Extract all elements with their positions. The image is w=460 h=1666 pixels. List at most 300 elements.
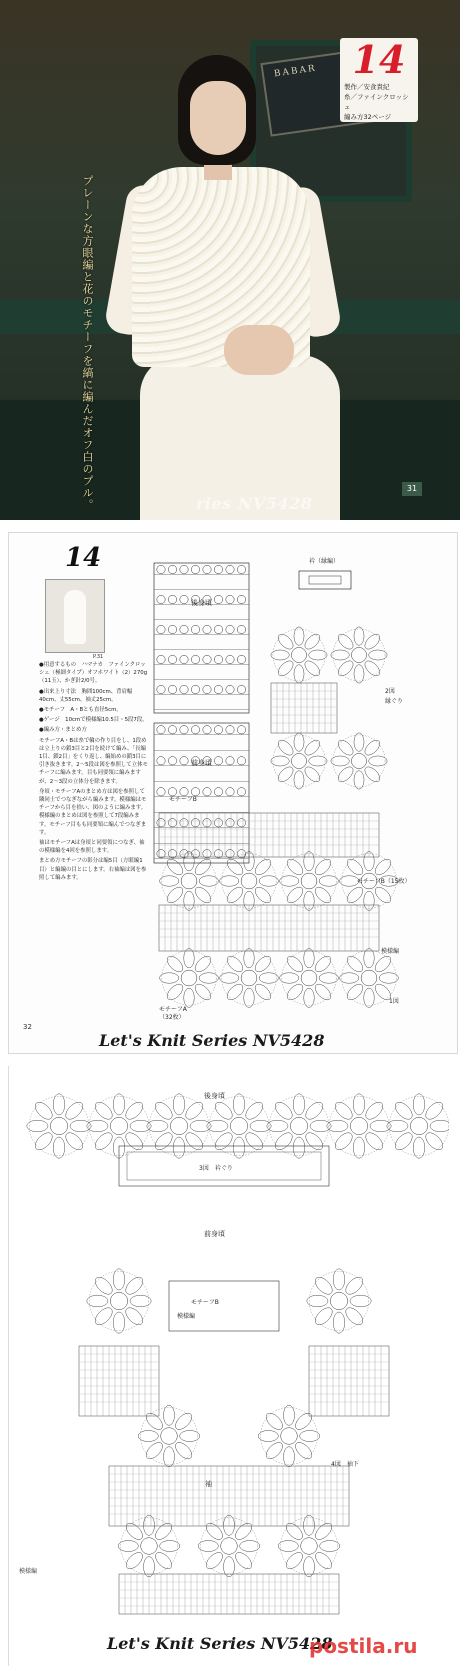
motif-circle <box>168 819 176 827</box>
motif-circle <box>157 757 165 765</box>
motif-petal <box>143 1410 165 1432</box>
side-label: 模様編 <box>19 1568 38 1575</box>
motif-circle <box>237 655 245 663</box>
motif-petal <box>327 1120 348 1132</box>
front-label: 前身頃 <box>191 759 212 767</box>
motif-petal <box>173 1410 195 1432</box>
motif-circle <box>180 819 188 827</box>
motif-circle <box>203 655 211 663</box>
motif-petal <box>309 650 327 660</box>
motif-petal <box>344 981 365 1002</box>
motif-center <box>110 1292 127 1309</box>
motif-petal <box>307 1295 328 1307</box>
badge-line: 糸／ファインクロッシェ <box>344 93 409 111</box>
motif-petal <box>138 1430 158 1441</box>
motif-circle <box>168 595 176 603</box>
motif-circle <box>237 757 245 765</box>
motif-petal <box>304 949 315 968</box>
motif-petal <box>362 764 382 784</box>
motif-petal <box>303 1130 326 1153</box>
instruction-line: 袖はモチーフAは身頃と同要領につなぎ、袖の模様編を4回を参照します。 <box>39 840 145 855</box>
motif-circle <box>214 685 222 693</box>
motif-petal <box>143 1440 165 1462</box>
motif-center <box>141 1538 158 1555</box>
motif-circle <box>180 625 188 633</box>
motif-petal <box>276 738 296 758</box>
motif-petal <box>153 1520 175 1542</box>
motif-petal <box>283 1447 294 1467</box>
motif-petal <box>272 1099 295 1122</box>
motif-ring <box>282 854 337 909</box>
motif-petal <box>173 1094 185 1115</box>
motif-ring <box>269 1096 329 1156</box>
back-label: 後身頃 <box>191 599 212 607</box>
motif-petal <box>192 884 213 905</box>
back-body-diagram <box>154 563 249 713</box>
motif-petal <box>92 1274 115 1297</box>
motif-ring <box>329 1096 389 1156</box>
motif-petal <box>252 856 273 877</box>
motif-center <box>291 647 306 662</box>
motif-petal <box>284 856 305 877</box>
motif-petal <box>379 973 398 984</box>
motif-petal <box>302 764 322 784</box>
motif-circle <box>214 595 222 603</box>
motif-circle <box>226 565 234 573</box>
motif-petal <box>280 876 299 887</box>
motif-circle <box>226 850 234 858</box>
motif-center <box>221 1538 238 1555</box>
motif-petal <box>267 1120 288 1132</box>
motif-circle <box>226 788 234 796</box>
series-watermark: Let's Knit Series NV5428 <box>107 1634 333 1653</box>
motif-ring <box>273 629 325 681</box>
motif-petal <box>284 953 305 974</box>
motif-circle <box>214 757 222 765</box>
motif-petal <box>423 1130 446 1153</box>
motif-petal <box>340 973 359 984</box>
motif-ring <box>89 1271 149 1331</box>
badge-line: 編み方32ページ <box>344 113 392 121</box>
motif-petal <box>344 953 365 974</box>
motif-petal <box>294 665 304 683</box>
motif-petal <box>293 1137 305 1158</box>
motif-circle <box>237 819 245 827</box>
motif-petal <box>336 764 356 784</box>
motif-circle <box>157 655 165 663</box>
motif-circle <box>157 819 165 827</box>
motif-petal <box>184 949 195 968</box>
motif-petal <box>312 953 333 974</box>
motif-petal <box>190 1120 211 1132</box>
motif-petal <box>331 650 349 660</box>
motif-petal <box>164 884 185 905</box>
motif-circle <box>237 565 245 573</box>
motif-petal <box>163 1447 174 1467</box>
motif-petal <box>364 949 375 968</box>
motif-circle <box>180 726 188 734</box>
shop-sign-text: BABAR <box>273 63 318 80</box>
page-number: 32 <box>23 1023 32 1031</box>
sleeve-cap-diagram <box>169 1281 279 1331</box>
motif-circle <box>191 726 199 734</box>
motif-petal <box>369 650 387 660</box>
motif-petal <box>294 627 304 645</box>
motif-circle <box>237 625 245 633</box>
motif-center <box>410 1117 427 1134</box>
pattern-stitch-label: 模様編 <box>177 1313 196 1320</box>
motif-center <box>291 753 306 768</box>
motif-petal <box>123 1274 146 1297</box>
motif-circle <box>180 685 188 693</box>
motif-petal <box>153 1550 175 1572</box>
motif-center <box>361 970 377 986</box>
motif-center <box>290 1117 307 1134</box>
motif-b-count: モチーフB（15枚） <box>357 878 411 885</box>
motif-petal <box>123 1520 145 1542</box>
motif-petal <box>387 1120 408 1132</box>
pattern-page-2 <box>0 1058 460 1666</box>
motif-grid-fig2 <box>271 627 387 789</box>
motif-circle <box>191 788 199 796</box>
motif-petal <box>303 1099 326 1122</box>
motif-circle <box>226 726 234 734</box>
motif-circle <box>191 819 199 827</box>
motif-petal <box>192 856 213 877</box>
motif-petal <box>113 1312 125 1333</box>
motif-ring <box>333 735 385 787</box>
motif-center <box>351 647 366 662</box>
motif-petal <box>354 733 364 751</box>
motif-petal <box>183 1130 206 1153</box>
motif-center <box>230 1117 247 1134</box>
motif-ring <box>209 1096 269 1156</box>
motif-circle <box>237 726 245 734</box>
motif-petal <box>164 856 185 877</box>
motif-circle <box>191 565 199 573</box>
motif-petal <box>180 1430 200 1441</box>
motif-petal <box>207 1120 228 1132</box>
badge-number: 14 <box>352 37 406 82</box>
sleeve-lattice <box>79 1269 389 1614</box>
motif-petal <box>259 973 278 984</box>
motif-petal <box>87 1120 108 1132</box>
motif-center <box>170 1117 187 1134</box>
motif-petal <box>130 1295 151 1307</box>
fig3-label: 3図 衿ぐり <box>199 1165 233 1172</box>
motif-b-label: モチーフB <box>191 1299 219 1306</box>
motif-petal <box>123 1099 146 1122</box>
motif-petal <box>199 973 218 984</box>
motif-petal <box>332 1099 355 1122</box>
motif-circle <box>157 726 165 734</box>
photo-page <box>0 0 460 520</box>
motif-circle <box>237 595 245 603</box>
motif-petal <box>259 876 278 887</box>
motif-ring <box>282 951 337 1006</box>
instruction-line: ●出来上り寸法 胸囲100cm、背肩幅40cm、丈55cm、袖丈25cm。 <box>39 688 133 703</box>
motif-petal <box>113 1094 125 1115</box>
motif-circle <box>168 685 176 693</box>
motif-circle <box>180 595 188 603</box>
mesh-block <box>119 1574 339 1614</box>
motif-petal <box>276 632 296 652</box>
motif-petal <box>263 1410 285 1432</box>
motif-petal <box>123 1130 146 1153</box>
motif-petal <box>63 1130 86 1153</box>
motif-petal <box>283 1520 305 1542</box>
motif-petal <box>313 1550 335 1572</box>
motif-petal <box>240 1540 260 1551</box>
motif-petal <box>353 1094 365 1115</box>
motif-petal <box>320 1540 340 1551</box>
motif-petal <box>276 658 296 678</box>
motif-petal <box>32 1099 55 1122</box>
motif-circle <box>168 850 176 858</box>
motif-petal <box>413 1094 425 1115</box>
motif-petal <box>293 1094 305 1115</box>
motif-circle <box>168 655 176 663</box>
motif-petal <box>276 764 296 784</box>
motif-center <box>50 1117 67 1134</box>
motif-petal <box>272 1130 295 1153</box>
motif-center <box>330 1292 347 1309</box>
page-number: 31 <box>402 482 422 496</box>
badge-line: 製作／安食貴紀 <box>344 83 390 91</box>
motif-circle <box>168 788 176 796</box>
fig2-note: 縁ぐり <box>385 698 404 705</box>
motif-circle <box>214 726 222 734</box>
motif-circle <box>180 565 188 573</box>
motif-circle <box>226 595 234 603</box>
yoke-diagram <box>299 557 351 589</box>
motif-petal <box>233 1550 255 1572</box>
motif-petal <box>160 876 179 887</box>
motif-b-label: モチーフB <box>169 796 197 803</box>
motif-petal <box>243 1099 266 1122</box>
motif-petal <box>369 756 387 766</box>
motif-petal <box>203 1520 225 1542</box>
motif-petal <box>113 1269 125 1290</box>
motif-petal <box>336 658 356 678</box>
motif-circle <box>214 819 222 827</box>
motif-ring <box>149 1096 209 1156</box>
motif-petal <box>192 981 213 1002</box>
motif-center <box>161 1428 178 1445</box>
motif-ring <box>333 629 385 681</box>
motif-petal <box>263 1440 285 1462</box>
motif-circle <box>180 757 188 765</box>
site-watermark: postila.ru <box>309 1634 418 1658</box>
motif-petal <box>220 973 239 984</box>
motif-petal <box>313 1520 335 1542</box>
instruction-line: ●ゲージ 10cmで模様編10.5目・5段7段。 <box>39 717 148 724</box>
motif-circle <box>203 565 211 573</box>
motif-petal <box>244 949 255 968</box>
motif-petal <box>344 856 365 877</box>
motif-ring <box>309 1271 369 1331</box>
motif-circle <box>214 565 222 573</box>
motif-circle <box>180 655 188 663</box>
motif-petal <box>233 1520 255 1542</box>
badge-info <box>344 82 414 122</box>
motif-petal <box>333 1312 345 1333</box>
motif-petal <box>354 627 364 645</box>
motif-center <box>241 873 257 889</box>
yoke-label: 衿（縁編） <box>309 558 340 565</box>
pattern-number: 14 <box>65 543 102 573</box>
motif-petal <box>423 1099 446 1122</box>
motif-petal <box>163 1405 174 1425</box>
motif-petal <box>280 973 299 984</box>
motif-circle <box>226 655 234 663</box>
motif-petal <box>302 738 322 758</box>
motif-petal <box>192 953 213 974</box>
motif-petal <box>244 988 255 1007</box>
motif-petal <box>160 1540 180 1551</box>
motif-petal <box>350 1295 371 1307</box>
motif-petal <box>63 1099 86 1122</box>
motif-petal <box>212 1099 235 1122</box>
motif-petal <box>252 884 273 905</box>
motif-petal <box>53 1137 65 1158</box>
instruction-line: まとめ方モチーフの影分は編5目（方眼編1目）と編編の目とにします。右袖編は図を参照して編みます。 <box>39 858 147 881</box>
motif-circle <box>226 685 234 693</box>
motif-petal <box>312 856 333 877</box>
motif-circle <box>226 819 234 827</box>
motif-petal <box>310 1120 331 1132</box>
motif-petal <box>370 1120 391 1132</box>
motif-circle <box>226 625 234 633</box>
motif-petal <box>283 1550 305 1572</box>
motif-petal <box>87 1295 108 1307</box>
motif-circle <box>191 685 199 693</box>
back-body-label: 後身頃 <box>204 1092 225 1100</box>
motif-petal <box>183 1099 206 1122</box>
instruction-line: モチーフA・Bは糸で輪の作り目をし、1段めは立上りの鎖3目と2目を続けて編み、「長編1目、鎖2目」をくり返し、編始めの鎖3目に引き抜きます。2〜5段は図を参照して立体モチーフに編みます。目も同要領に編みますが、2〜3段の立体分を除きます。 <box>39 737 148 785</box>
motif-petal <box>319 876 338 887</box>
motif-petal <box>152 1099 175 1122</box>
motif-petal <box>123 1305 146 1328</box>
motif-petal <box>362 658 382 678</box>
assembly-diagram <box>9 1066 449 1666</box>
motif-circle <box>226 757 234 765</box>
motif-petal <box>27 1120 48 1132</box>
motif-petal <box>372 856 393 877</box>
motif-petal <box>250 1120 271 1132</box>
motif-petal <box>363 1099 386 1122</box>
motif-petal <box>362 632 382 652</box>
motif-circle <box>168 625 176 633</box>
hands <box>224 325 294 375</box>
instruction-line: ●編み方・まとめ方 <box>39 727 87 734</box>
motif-petal <box>224 981 245 1002</box>
motif-petal <box>173 1440 195 1462</box>
motif-circle <box>180 788 188 796</box>
motif-petal <box>364 988 375 1007</box>
fig1-label: 1図 <box>389 998 399 1005</box>
motif-circle <box>214 625 222 633</box>
motif-petal <box>233 1094 245 1115</box>
motif-ring <box>389 1096 449 1156</box>
pattern-page-1 <box>0 520 460 1058</box>
motif-petal <box>294 733 304 751</box>
motif-circle <box>157 595 165 603</box>
motif-petal <box>70 1120 91 1132</box>
motif-center <box>301 970 317 986</box>
motif-petal <box>199 876 218 887</box>
motif-petal <box>203 1550 225 1572</box>
motif-petal <box>392 1130 415 1153</box>
motif-petal <box>284 884 305 905</box>
motif-circle <box>191 655 199 663</box>
motif-petal <box>340 876 359 887</box>
motif-circle <box>203 788 211 796</box>
motif-circle <box>203 625 211 633</box>
sleeve-label: 袖 <box>205 1480 212 1488</box>
page-frame <box>8 532 458 1054</box>
motif-center <box>110 1117 127 1134</box>
motif-petal <box>147 1120 168 1132</box>
motif-petal <box>284 981 305 1002</box>
motif-petal <box>343 1305 366 1328</box>
motif-circle <box>237 685 245 693</box>
page-frame <box>8 1066 449 1666</box>
side-pattern-label: 模様編 <box>381 948 400 955</box>
front-body-label: 前身頃 <box>204 1230 225 1238</box>
motif-petal <box>309 756 327 766</box>
motif-circle <box>237 788 245 796</box>
mesh-block <box>159 813 379 857</box>
motif-petal <box>312 1305 335 1328</box>
motif-circle <box>157 788 165 796</box>
motif-circle <box>214 655 222 663</box>
pattern-badge <box>340 38 418 122</box>
motif-petal <box>372 953 393 974</box>
motif-petal <box>302 658 322 678</box>
motif-ring <box>29 1096 89 1156</box>
motif-petal <box>212 1130 235 1153</box>
motif-petal <box>224 884 245 905</box>
motif-petal <box>430 1120 449 1132</box>
motif-petal <box>220 876 239 887</box>
motif-ring <box>162 951 217 1006</box>
motif-petal <box>362 738 382 758</box>
vertical-caption: プレーンな方眼編と花のモチーフを縞に編んだオフ白のプル。 <box>81 175 94 511</box>
motif-petal <box>198 1540 218 1551</box>
motif-circle <box>157 565 165 573</box>
fig2-label: 2図 <box>385 688 395 695</box>
motif-petal <box>344 884 365 905</box>
motif-petal <box>331 756 349 766</box>
motif-petal <box>354 665 364 683</box>
garment-schematic <box>9 533 457 1033</box>
motif-a-label: モチーフA <box>159 1006 187 1013</box>
motif-ring <box>222 951 277 1006</box>
motif-center <box>301 1538 318 1555</box>
series-watermark: Let's Knit Series NV5428 <box>99 1031 325 1050</box>
motif-petal <box>243 1130 266 1153</box>
instruction-line: ●用意するもの ハマナカ ファインクロッシェ（極細タイプ）オフホワイト（2）270g（11玉）、かぎ針2/0号。 <box>39 662 148 685</box>
motif-petal <box>32 1130 55 1153</box>
motif-petal <box>152 1130 175 1153</box>
motif-petal <box>130 1120 151 1132</box>
motif-circle <box>203 726 211 734</box>
motif-petal <box>53 1094 65 1115</box>
instruction-line: 身頃・モチーフAのまとめ方は図を参照して隣同士でつなぎながら編みます。模様編はモチーフから目を拾い、図のように編みます。模様編のまとめは図を参照して7段編みます。モチーフ目もも同要領に編んでつなぎます。 <box>39 788 147 836</box>
motif-center <box>181 873 197 889</box>
motif-circle <box>157 625 165 633</box>
